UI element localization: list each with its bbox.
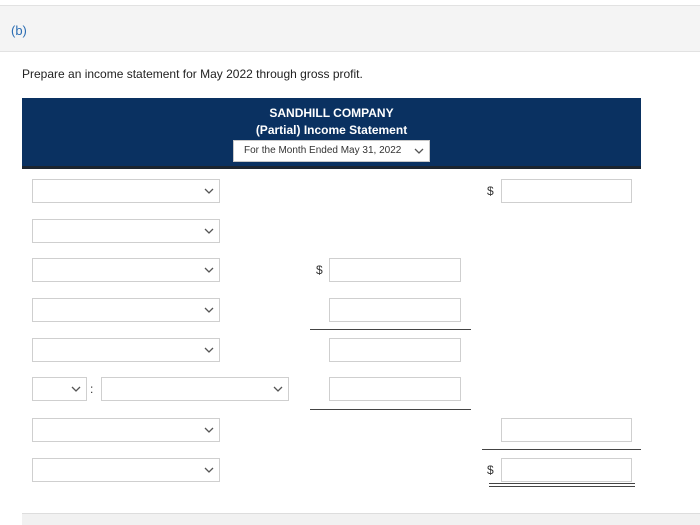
account-select-3[interactable]	[32, 258, 220, 282]
chevron-down-icon	[204, 463, 214, 477]
double-underline-bottom	[489, 486, 635, 487]
statement-title: (Partial) Income Statement	[255, 123, 408, 137]
amount-input-6[interactable]	[329, 377, 461, 401]
amount-input-7[interactable]	[501, 418, 632, 442]
double-underline-top	[489, 483, 635, 484]
chevron-down-icon	[204, 263, 214, 277]
subtotal-underline	[310, 329, 471, 330]
chevron-down-icon	[204, 184, 214, 198]
chevron-down-icon	[414, 144, 424, 158]
period-select-value: For the Month Ended May 31, 2022	[244, 145, 402, 156]
account-select-4[interactable]	[32, 298, 220, 322]
company-name-part1: SANDHILL	[269, 106, 334, 120]
account-select-5[interactable]	[32, 338, 220, 362]
chevron-down-icon	[204, 303, 214, 317]
part-header-bar	[0, 5, 700, 52]
company-name-part2: COMPANY	[333, 106, 394, 120]
subtotal-underline	[310, 409, 471, 410]
chevron-down-icon	[204, 224, 214, 238]
chevron-down-icon	[273, 382, 283, 396]
dollar-sign: $	[487, 184, 494, 198]
amount-input-5[interactable]	[329, 338, 461, 362]
account-select-6[interactable]	[101, 377, 289, 401]
account-select-1[interactable]	[32, 179, 220, 203]
amount-input-4[interactable]	[329, 298, 461, 322]
part-label: (b)	[11, 23, 27, 38]
account-select-2[interactable]	[32, 219, 220, 243]
account-select-7[interactable]	[32, 418, 220, 442]
company-name	[22, 106, 641, 120]
dollar-sign: $	[316, 263, 323, 277]
amount-input-1[interactable]	[501, 179, 632, 203]
amount-input-3[interactable]	[329, 258, 461, 282]
statement-header	[22, 98, 641, 169]
period-select[interactable]	[233, 140, 430, 162]
account-select-8[interactable]	[32, 458, 220, 482]
gross-profit-input[interactable]	[501, 458, 632, 482]
chevron-down-icon	[204, 343, 214, 357]
chevron-down-icon	[204, 423, 214, 437]
next-section-bar	[22, 513, 700, 525]
dollar-sign: $	[487, 463, 494, 477]
chevron-down-icon	[71, 382, 81, 396]
operator-select[interactable]	[32, 377, 87, 401]
total-underline	[482, 449, 641, 450]
colon-separator: :	[90, 382, 94, 396]
instruction-text: Prepare an income statement for May 2022 through gross profit.	[22, 67, 363, 81]
